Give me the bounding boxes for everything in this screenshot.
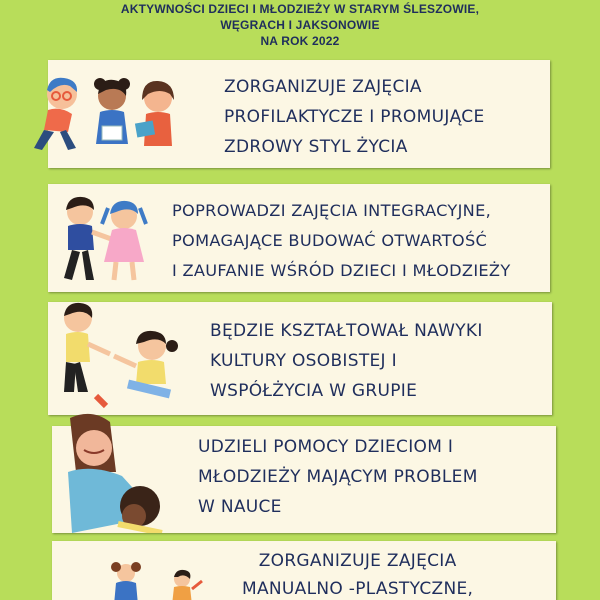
children-painting-illustration [102, 559, 212, 600]
children-reading-illustration [20, 66, 200, 162]
teacher-helping-child-illustration [62, 412, 172, 533]
activity-card-5 [52, 541, 556, 600]
header-line-1: AKTYWNOŚCI DZIECI I MŁODZIEŻY W STARYM ŚLESZOWIE, [120, 2, 480, 16]
activity-card-4 [52, 426, 556, 533]
activity-card-2-text: POPROWADZI ZAJĘCIA INTEGRACYJNE, POMAGAJĄCE BUDOWAĆ OTWARTOŚĆ I ZAUFANIE WŚRÓD DZIECI I MŁODZIEŻY [172, 201, 511, 280]
activity-card-4-text: UDZIELI POMOCY DZIECIOM I MŁODZIEŻY MAJĄCYM PROBLEM W NAUCE [198, 437, 478, 517]
children-holding-hands-illustration [42, 188, 170, 290]
activity-card-3 [48, 302, 552, 415]
activity-card-3-text: BĘDZIE KSZTAŁTOWAŁ NAWYKI KULTURY OSOBISTEJ I WSPÓŁŻYCIA W GRUPIE [210, 321, 483, 401]
header-line-2: WĘGRACH I JAKSONOWIE [220, 18, 380, 32]
activity-card-1-text: ZORGANIZUJE ZAJĘCIA PROFILAKTYCZE I PROMUJĄCE ZDROWY STYL ŻYCIA [224, 77, 485, 157]
children-helping-illustration [48, 296, 198, 414]
activity-card-5-text: ZORGANIZUJE ZAJĘCIA MANUALNO -PLASTYCZNE, [242, 551, 474, 599]
header-line-3: NA ROK 2022 [260, 34, 340, 48]
activity-card-1 [48, 60, 550, 168]
activity-card-2 [48, 184, 550, 292]
poster-header [0, 0, 600, 56]
